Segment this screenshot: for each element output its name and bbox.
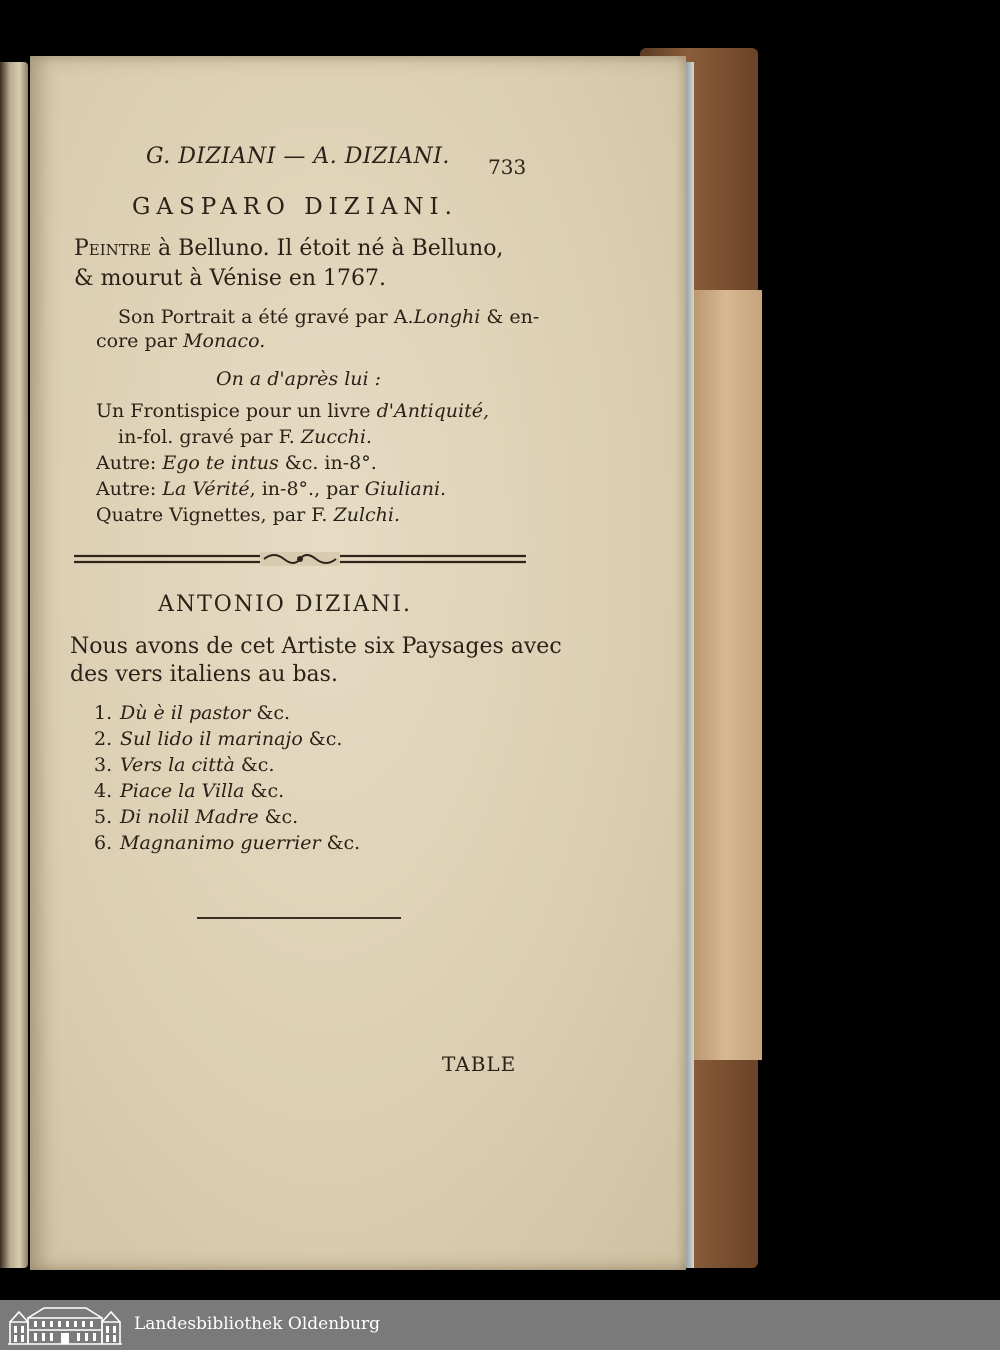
bio-line-1-rest: à Belluno. Il étoit né à Belluno, bbox=[151, 236, 504, 261]
item-etc: &c. bbox=[234, 754, 275, 776]
left-page-edge bbox=[0, 62, 28, 1268]
list-item bbox=[94, 780, 284, 802]
work-line-3 bbox=[96, 452, 377, 474]
portrait-text-a: Son Portrait a été gravé par A. bbox=[118, 306, 414, 328]
book-page bbox=[30, 56, 686, 1270]
engraver-monaco: Monaco. bbox=[183, 330, 266, 352]
work-4-title: La Vérité bbox=[162, 478, 250, 500]
bio-lead: Peintre bbox=[74, 236, 152, 261]
work-line-2 bbox=[118, 426, 372, 448]
work-4-engraver: Giuliani. bbox=[364, 478, 447, 500]
bio-line-2: & mourut à Vénise en 1767. bbox=[74, 266, 387, 291]
work-1-title: d'Antiquité, bbox=[376, 400, 490, 422]
work-1-text: Un Frontispice pour un livre bbox=[96, 400, 377, 422]
list-item bbox=[94, 806, 298, 828]
work-4-format: , in-8°., par bbox=[249, 478, 365, 500]
item-etc: &c. bbox=[250, 702, 291, 724]
library-building-icon bbox=[6, 1304, 124, 1346]
running-head: G. DIZIANI — A. DIZIANI. bbox=[146, 144, 450, 169]
item-number: 5. bbox=[94, 806, 113, 828]
catchword: TABLE bbox=[442, 1052, 517, 1076]
work-line-1 bbox=[96, 400, 489, 422]
portrait-line-1 bbox=[118, 306, 539, 328]
item-number: 4. bbox=[94, 780, 113, 802]
ornamental-divider bbox=[74, 548, 526, 570]
item-title: Magnanimo guerrier bbox=[120, 832, 321, 854]
item-number: 2. bbox=[94, 728, 113, 750]
list-item bbox=[94, 754, 275, 776]
list-item bbox=[94, 702, 290, 724]
cover-board bbox=[690, 290, 762, 1060]
work-line-4 bbox=[96, 478, 446, 500]
portrait-text-c: core par bbox=[96, 330, 184, 352]
work-3-label: Autre: bbox=[96, 452, 163, 474]
item-etc: &c. bbox=[320, 832, 361, 854]
portrait-line-2 bbox=[96, 330, 265, 352]
list-item bbox=[94, 832, 360, 854]
item-etc: &c. bbox=[302, 728, 343, 750]
portrait-text-b: & en- bbox=[480, 306, 540, 328]
item-title: Vers la città bbox=[120, 754, 235, 776]
item-number: 6. bbox=[94, 832, 113, 854]
work-5-engraver: Zulchi. bbox=[333, 504, 401, 526]
footer-bar bbox=[0, 1300, 1000, 1350]
work-3-format: &c. in-8°. bbox=[278, 452, 377, 474]
institution-name: Landesbibliothek Oldenburg bbox=[134, 1314, 381, 1334]
work-2-engraver: Zucchi. bbox=[300, 426, 372, 448]
work-line-5 bbox=[96, 504, 400, 526]
section-title-antonio: ANTONIO DIZIANI. bbox=[158, 592, 412, 617]
item-number: 1. bbox=[94, 702, 113, 724]
list-item bbox=[94, 728, 342, 750]
works-heading: On a d'après lui : bbox=[216, 368, 382, 390]
page-number: 733 bbox=[488, 155, 527, 179]
item-title: Piace la Villa bbox=[120, 780, 245, 802]
item-title: Sul lido il marinajo bbox=[120, 728, 303, 750]
antonio-intro-line-1: Nous avons de cet Artiste six Paysages avec bbox=[70, 634, 562, 659]
item-etc: &c. bbox=[258, 806, 299, 828]
work-2-text: in-fol. gravé par F. bbox=[118, 426, 301, 448]
item-title: Dù è il pastor bbox=[120, 702, 251, 724]
item-title: Di nolil Madre bbox=[120, 806, 259, 828]
end-rule bbox=[197, 917, 401, 919]
antonio-intro-line-2: des vers italiens au bas. bbox=[70, 662, 338, 687]
bio-line-1 bbox=[74, 236, 503, 261]
engraver-longhi: Longhi bbox=[413, 306, 481, 328]
work-4-label: Autre: bbox=[96, 478, 163, 500]
work-3-title: Ego te intus bbox=[162, 452, 279, 474]
work-5-text: Quatre Vignettes, par F. bbox=[96, 504, 334, 526]
item-etc: &c. bbox=[244, 780, 285, 802]
section-title-gasparo: GASPARO DIZIANI. bbox=[132, 194, 458, 220]
item-number: 3. bbox=[94, 754, 113, 776]
